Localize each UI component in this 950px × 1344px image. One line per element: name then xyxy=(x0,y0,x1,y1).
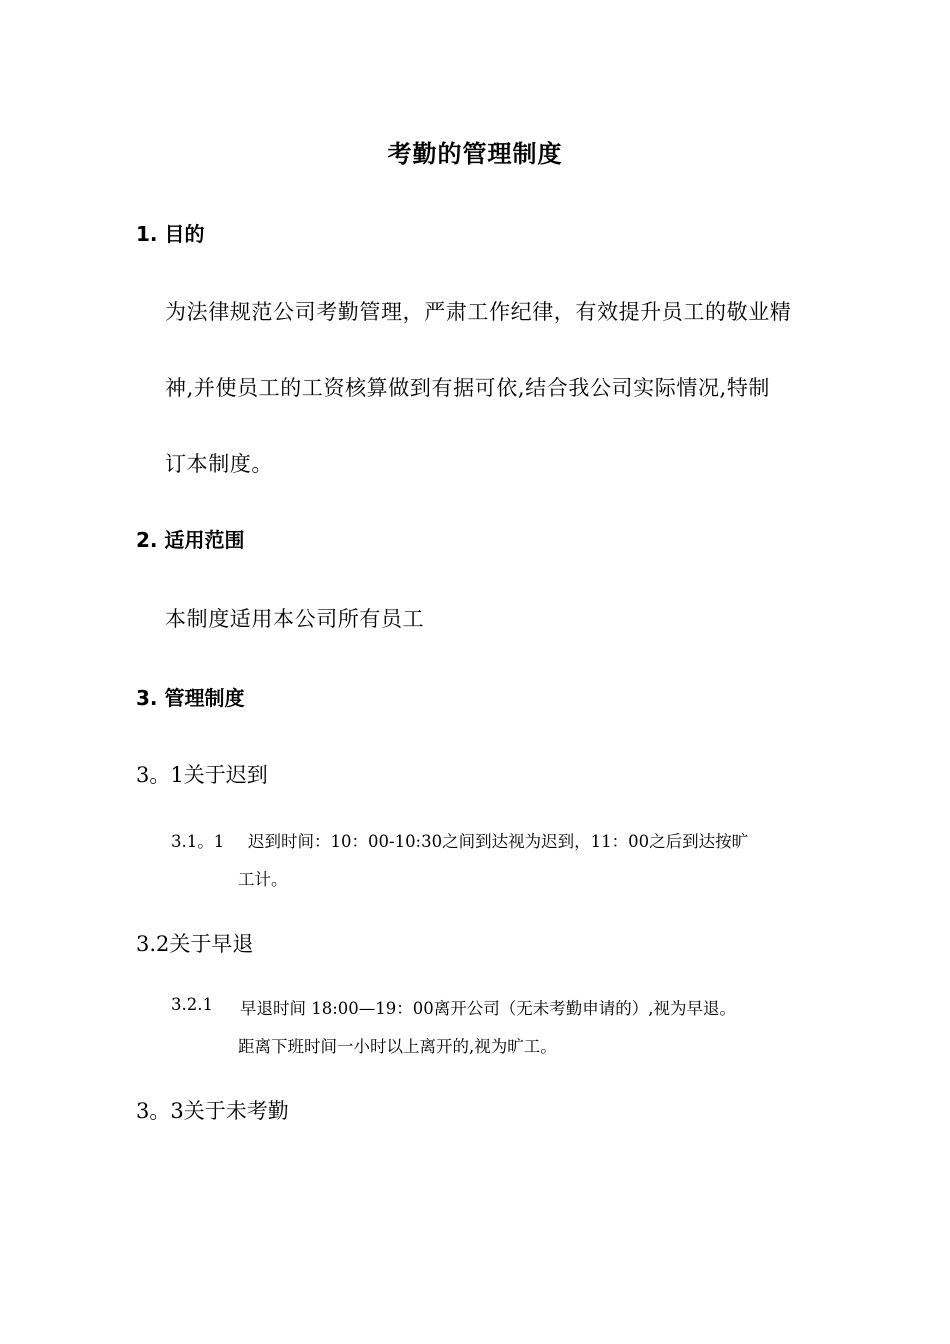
clause-text-3-1-1-line-2: 工计。 xyxy=(238,870,288,889)
purpose-paragraph-line-3: 订本制度。 xyxy=(165,452,273,476)
clause-text-3-2-1-line-1: 早退时间 18:00—19：00离开公司（无未考勤申请的）,视为早退。 xyxy=(240,999,737,1018)
subsection-heading-early-leave: 3.2关于早退 xyxy=(136,932,254,956)
section-heading-purpose: 1. 目的 xyxy=(136,222,205,246)
section-heading-scope: 2. 适用范围 xyxy=(136,528,245,552)
subsection-heading-late: 3。1关于迟到 xyxy=(136,763,268,787)
clause-number-3-2-1: 3.2.1 xyxy=(171,995,213,1014)
clause-text-3-1-1-line-1: 迟到时间：10：00-10:30之间到达视为迟到，11：00之后到达按旷 xyxy=(248,832,749,851)
purpose-paragraph-line-2: 神,并使员工的工资核算做到有据可依,结合我公司实际情况,特制 xyxy=(165,376,771,400)
section-heading-management: 3. 管理制度 xyxy=(136,686,245,710)
scope-paragraph: 本制度适用本公司所有员工 xyxy=(165,607,425,631)
subsection-heading-no-attendance: 3。3关于未考勤 xyxy=(136,1099,289,1123)
clause-text-3-2-1-line-2: 距离下班时间一小时以上离开的,视为旷工。 xyxy=(238,1037,557,1056)
document-title: 考勤的管理制度 xyxy=(387,140,563,168)
clause-number-3-1-1: 3.1。1 xyxy=(171,832,225,851)
purpose-paragraph-line-1: 为法律规范公司考勤管理，严肃工作纪律，有效提升员工的敬业精 xyxy=(165,300,792,324)
